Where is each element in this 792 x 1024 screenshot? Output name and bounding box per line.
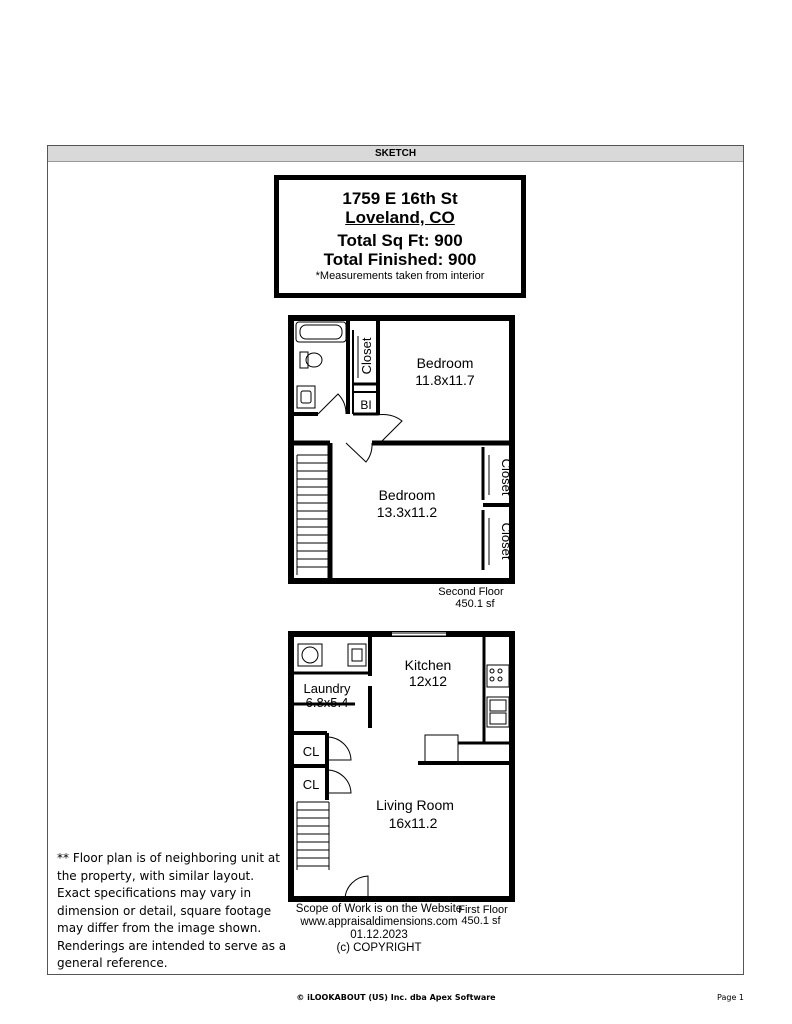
living-room-name: Living Room <box>376 797 454 813</box>
cl-label-1: CL <box>302 744 320 759</box>
scope-copyright: (c) COPYRIGHT <box>336 942 422 954</box>
first-floor-area: 450.1 sf <box>461 915 501 927</box>
scope-of-work <box>264 903 494 955</box>
scope-date: 01.12.2023 <box>350 929 408 941</box>
laundry-size: 6.8x5.4 <box>305 695 349 710</box>
bedroom1-name: Bedroom <box>416 355 474 371</box>
bedroom2-size: 13.3x11.2 <box>376 504 438 520</box>
bedroom2-name: Bedroom <box>378 487 436 503</box>
cl-label-2: CL <box>302 777 320 792</box>
address-line1: 1759 E 16th St <box>342 189 458 208</box>
first-floor-plan <box>291 633 512 899</box>
laundry-name: Laundry <box>303 681 351 696</box>
closet-label-1: Closet <box>359 337 374 375</box>
footer-copyright: © iLOOKABOUT (US) Inc. dba Apex Software <box>296 993 496 1002</box>
kitchen-size: 12x12 <box>408 673 448 689</box>
closet-label-3: Closet <box>499 522 514 560</box>
scope-line1: Scope of Work is on the Website <box>295 903 463 915</box>
second-floor-name: Second Floor <box>438 586 504 598</box>
section-header: SKETCH <box>48 146 743 162</box>
measurement-note: *Measurements taken from interior <box>315 270 485 282</box>
address-line2: Loveland, CO <box>345 208 455 227</box>
total-sq-ft: Total Sq Ft: 900 <box>337 231 463 250</box>
bedroom1-size: 11.8x11.7 <box>415 372 475 388</box>
total-finished: Total Finished: 900 <box>323 250 477 269</box>
scope-line2: www.appraisaldimensions.com <box>300 916 458 928</box>
living-room-size: 16x11.2 <box>388 815 438 831</box>
kitchen-name: Kitchen <box>404 657 452 673</box>
second-floor-area: 450.1 sf <box>455 598 495 610</box>
disclaimer-note: ** Floor plan is of neighboring unit at the property, with similar layout. Exact specifications may vary in dimension or detail, square footage may differ from the image shown. Renderings are intended to serve as a general reference. <box>57 851 287 970</box>
page-number: Page 1 <box>717 993 744 1002</box>
bi-label: BI <box>360 398 372 412</box>
first-floor-name: First Floor <box>458 904 508 916</box>
closet-label-2: Closet <box>499 458 514 496</box>
second-floor-plan <box>291 318 512 581</box>
